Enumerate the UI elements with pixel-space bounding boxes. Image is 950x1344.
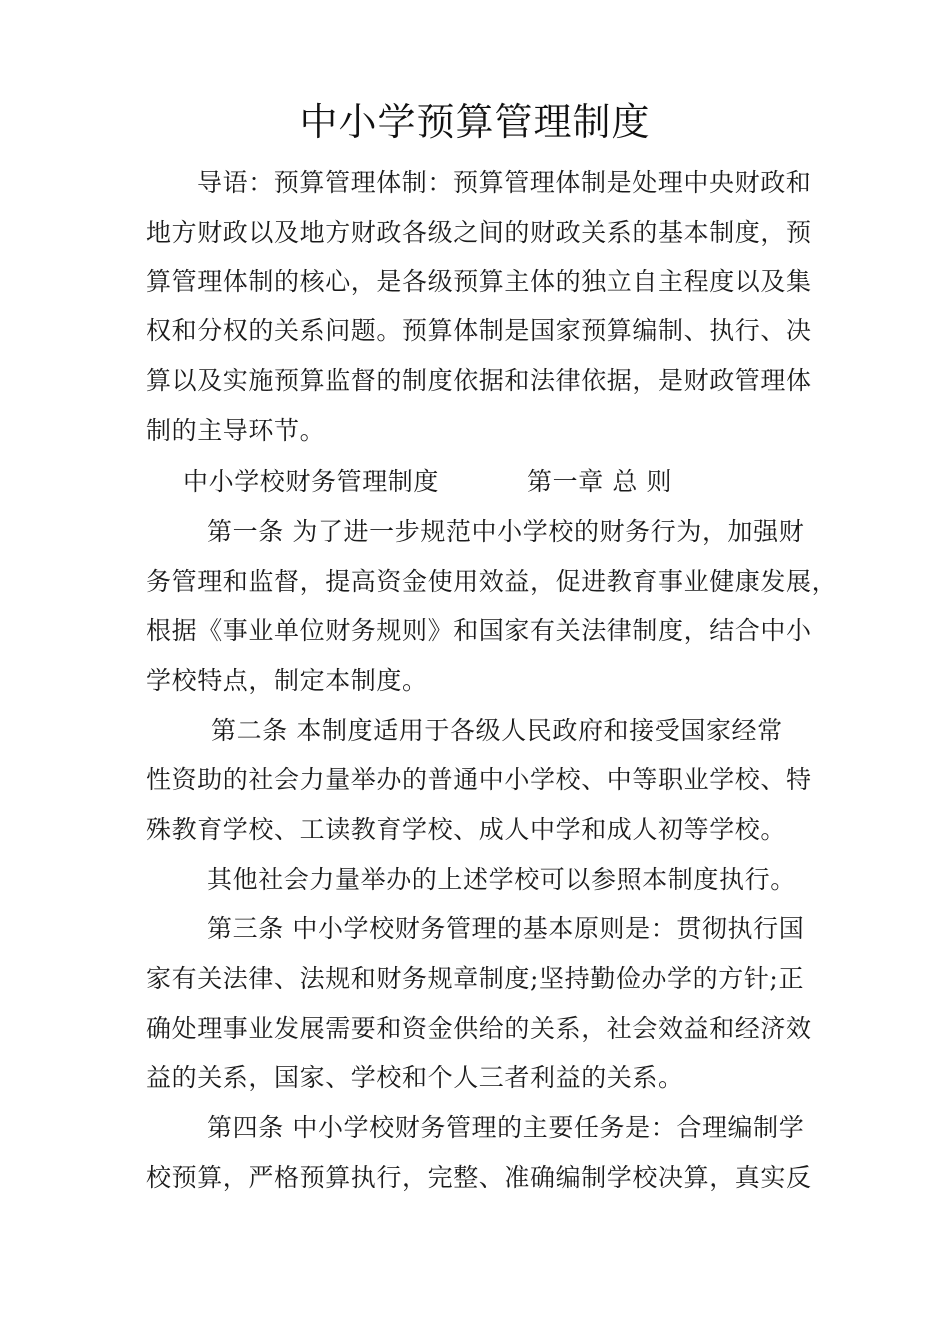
article-2-line: 其他社会力量举办的上述学校可以参照本制度执行。 <box>207 865 796 894</box>
article-1-line: 学校特点，制定本制度。 <box>146 666 428 695</box>
article-2-line: 第二条 本制度适用于各级人民政府和接受国家经常 <box>211 716 783 745</box>
article-3-line: 确处理事业发展需要和资金供给的关系，社会效益和经济效 <box>146 1014 812 1043</box>
chapter-title: 第一章 总 则 <box>527 467 673 496</box>
intro-line: 制的主导环节。 <box>146 416 326 445</box>
article-3-line: 家有关法律、法规和财务规章制度;坚持勤俭办学的方针;正 <box>146 964 805 993</box>
article-4-line: 校预算，严格预算执行，完整、准确编制学校决算，真实反 <box>146 1163 812 1192</box>
document-title: 中小学预算管理制度 <box>299 100 651 144</box>
intro-line: 地方财政以及地方财政各级之间的财政关系的基本制度，预 <box>146 218 812 247</box>
intro-line: 算管理体制的核心，是各级预算主体的独立自主程度以及集 <box>146 267 812 296</box>
intro-line: 权和分权的关系问题。预算体制是国家预算编制、执行、决 <box>146 316 812 345</box>
article-3-line: 第三条 中小学校财务管理的基本原则是：贯彻执行国 <box>207 914 805 943</box>
intro-line: 算以及实施预算监督的制度依据和法律依据，是财政管理体 <box>146 366 812 395</box>
article-4-line: 第四条 中小学校财务管理的主要任务是：合理编制学 <box>207 1113 805 1142</box>
article-1-line: 根据《事业单位财务规则》和国家有关法律制度，结合中小 <box>146 616 812 645</box>
article-2-line: 性资助的社会力量举办的普通中小学校、中等职业学校、特 <box>146 765 812 794</box>
chapter-heading <box>183 462 783 502</box>
article-1-line: 务管理和监督，提高资金使用效益，促进教育事业健康发展， <box>146 567 838 596</box>
article-1-line: 第一条 为了进一步规范中小学校的财务行为，加强财 <box>207 517 805 546</box>
article-3-line: 益的关系，国家、学校和个人三者利益的关系。 <box>146 1063 684 1092</box>
regulation-name: 中小学校财务管理制度 <box>183 467 440 496</box>
article-2-line: 殊教育学校、工读教育学校、成人中学和成人初等学校。 <box>146 815 787 844</box>
intro-line: 导语：预算管理体制：预算管理体制是处理中央财政和 <box>197 168 812 197</box>
